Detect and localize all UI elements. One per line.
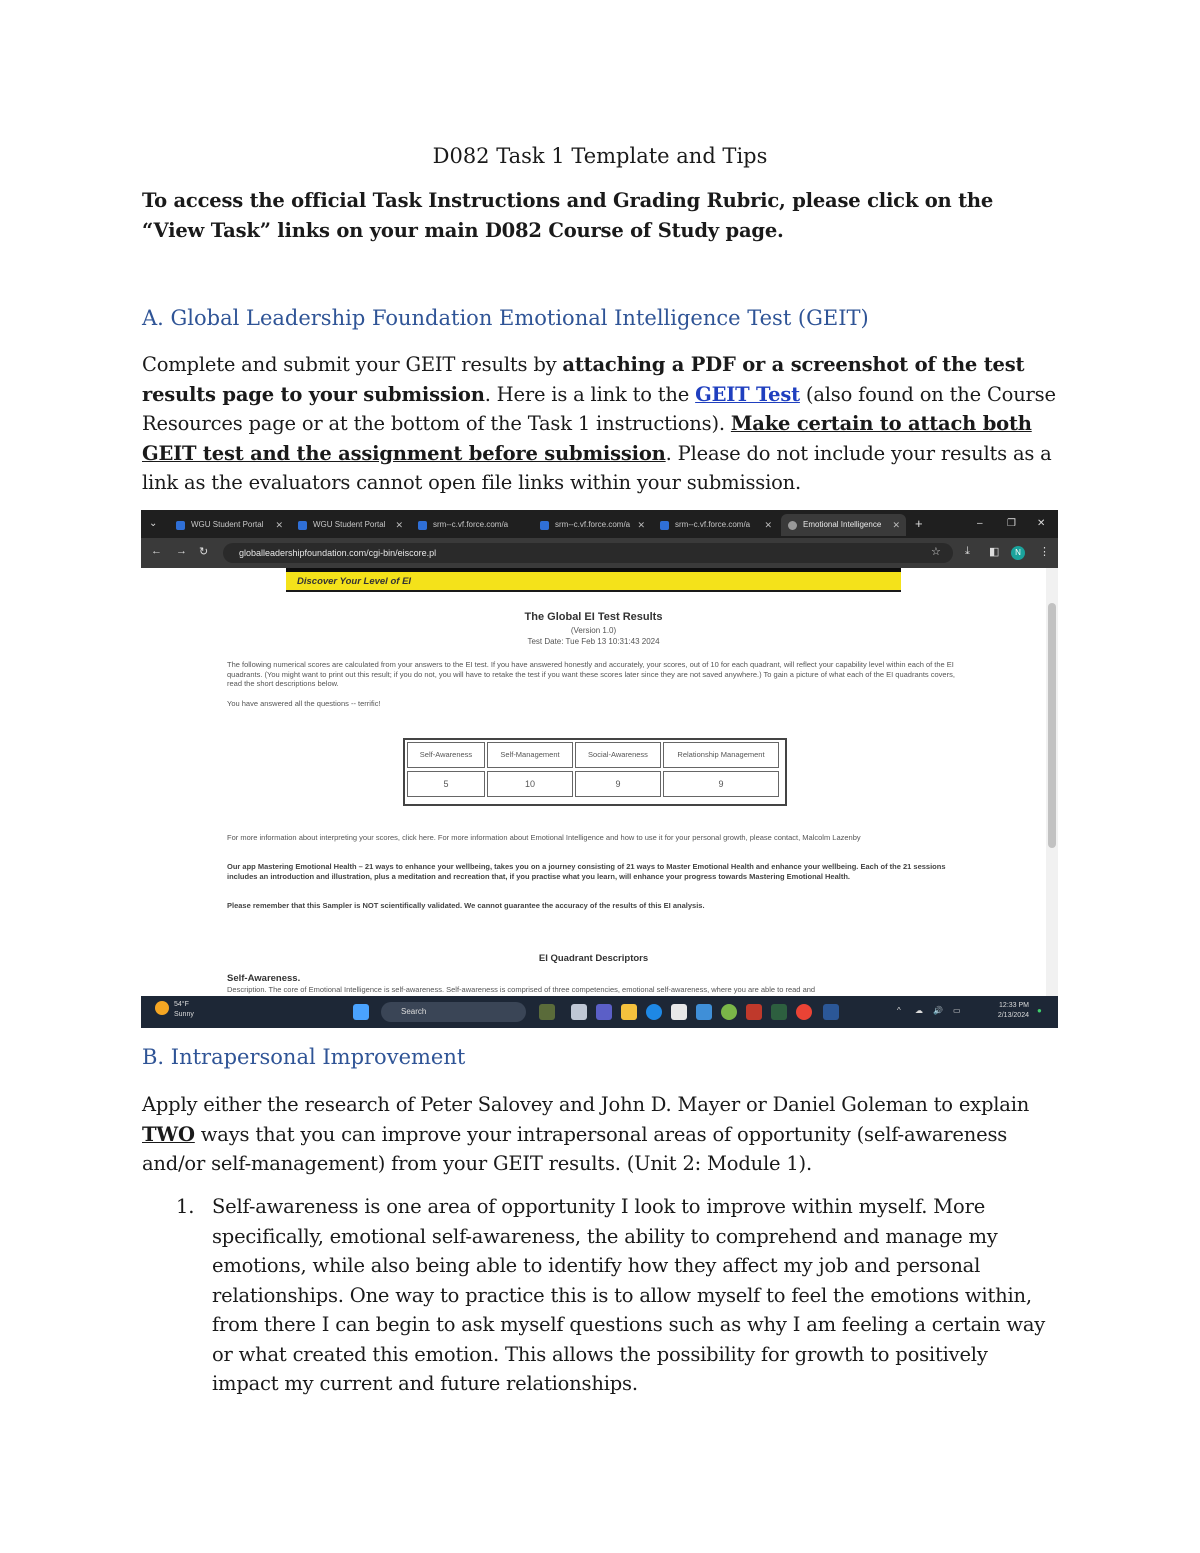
volume-icon[interactable]: 🔊	[933, 1006, 943, 1015]
reload-icon[interactable]: ↻	[199, 546, 209, 558]
results-title: The Global EI Test Results	[524, 611, 663, 623]
browser-tab[interactable]: srm--c.vf.force.com/a ✕	[653, 514, 778, 536]
new-tab-button[interactable]: +	[915, 516, 923, 531]
scrollbar-thumb[interactable]	[1048, 603, 1056, 848]
file-explorer-icon[interactable]	[621, 1004, 637, 1020]
disclaimer-text: Please remember that this Sampler is NOT scientifically validated. We cannot guarantee the accuracy of the results of this EI analysis.	[227, 901, 705, 910]
notification-icon[interactable]: ●	[1037, 1006, 1042, 1015]
close-tab-icon[interactable]: ✕	[395, 520, 403, 530]
app-promo-text: Our app Mastering Emotional Health – 21 ways to enhance your wellbeing, takes you on a journey consisting of 21 ways to Master Emotional Health and enhance your wellbeing. Each of the 21 sessions includes an introduction and illustration, plus a meditation and recreation that, if you practise what you learn, will enhance your progress towards Mastering Emotional Health.	[227, 862, 946, 881]
table-cell: 5	[407, 771, 485, 797]
favicon-icon	[788, 521, 797, 530]
close-window-icon[interactable]: ✕	[1037, 518, 1046, 529]
more-info-text: For more information about interpreting your scores, click here. For more information about Emotional Intelligence and how to use it for your personal growth, please contact, Malcolm Lazenby	[227, 833, 861, 842]
app-icon[interactable]	[746, 1004, 762, 1020]
close-tab-icon[interactable]: ✕	[637, 520, 645, 530]
app-icon[interactable]	[721, 1004, 737, 1020]
favicon-icon	[298, 521, 307, 530]
download-icon[interactable]: ⤓	[965, 545, 970, 557]
minimize-icon[interactable]: –	[977, 518, 983, 529]
self-awareness-description: Description. The core of Emotional Intelligence is self-awareness. Self-awareness is comprised of three competencies, emotional self-awareness, where you are able to read and	[227, 985, 816, 994]
favicon-icon	[660, 521, 669, 530]
cloud-icon[interactable]: ☁	[915, 1006, 923, 1015]
page-viewport	[141, 568, 1046, 996]
table-header: Relationship Management	[663, 742, 779, 768]
browser-tab[interactable]: srm--c.vf.force.com/a ✕	[533, 514, 651, 536]
geit-results-screenshot	[141, 510, 1058, 1028]
address-bar-row	[141, 538, 1058, 568]
table-cell: 9	[663, 771, 779, 797]
tray-chevron-icon[interactable]: ^	[897, 1006, 901, 1015]
edge-icon[interactable]	[646, 1004, 662, 1020]
table-header: Self-Management	[487, 742, 573, 768]
results-test-date: Test Date: Tue Feb 13 10:31:43 2024	[527, 637, 660, 646]
menu-dots-icon[interactable]: ⋮	[1039, 546, 1050, 558]
page-scrollbar[interactable]	[1046, 568, 1058, 996]
browser-tab-bar	[141, 510, 1058, 538]
taskbar-clock[interactable]: 12:33 PM 2/13/2024	[997, 1002, 1029, 1019]
weather-icon[interactable]	[155, 1001, 169, 1015]
battery-icon[interactable]: ▭	[953, 1006, 961, 1015]
table-cell: 9	[575, 771, 661, 797]
chrome-icon[interactable]	[796, 1004, 812, 1020]
favicon-icon	[418, 521, 427, 530]
answered-note: You have answered all the questions -- terrific!	[227, 699, 381, 708]
browser-tab[interactable]: srm--c.vf.force.com/a	[411, 514, 531, 536]
sidebar-icon[interactable]: ◧	[989, 546, 1000, 558]
browser-tab-active[interactable]: Emotional Intelligence ✕	[781, 514, 906, 536]
close-tab-icon[interactable]: ✕	[892, 520, 900, 530]
geit-test-link[interactable]: GEIT Test	[695, 382, 800, 406]
word-icon[interactable]	[823, 1004, 839, 1020]
mail-icon[interactable]	[696, 1004, 712, 1020]
close-tab-icon[interactable]: ✕	[275, 520, 283, 530]
table-header: Social-Awareness	[575, 742, 661, 768]
ei-scores-table	[403, 738, 787, 806]
bookmark-star-icon[interactable]: ☆	[931, 546, 941, 558]
list-text: Self-awareness is one area of opportunity I look to improve within myself. More specifically, emotional self-awareness, the ability to comprehend and manage my emotions, while also being able to identify how they affect my job and personal relationships. One way to practice this is to allow myself to feel the emotions within, from there I can begin to ask myself questions such as why I am feeling a certain way or what created this emotion. This allows the possibility for growth to positively impact my current and future relationships.	[212, 1195, 1046, 1395]
browser-tab[interactable]: WGU Student Portal ✕	[291, 514, 409, 536]
windows-taskbar	[141, 996, 1058, 1028]
start-icon[interactable]	[353, 1004, 369, 1020]
favicon-icon	[176, 521, 185, 530]
teams-icon[interactable]	[596, 1004, 612, 1020]
section-a-paragraph: Complete and submit your GEIT results by attaching a PDF or a screenshot of the test results page to your submission. Here is a link to the GEIT Test (also found on the Course Resources page or at the bottom of the Task 1 instructions). Make certain to attach both GEIT test and the assignment before submission. Please do not include your results as a link as the evaluators cannot open file links within your submission.	[142, 353, 1056, 494]
profile-avatar[interactable]: N	[1011, 546, 1025, 560]
banner: Discover Your Level of EI	[286, 572, 901, 592]
app-icon[interactable]	[771, 1004, 787, 1020]
section-b-paragraph: Apply either the research of Peter Salovey and John D. Mayer or Daniel Goleman to explain TWO ways that you can improve your intrapersonal areas of opportunity (self-awareness and/or self-management) from your GEIT results. (Unit 2: Module 1).	[142, 1093, 1030, 1175]
url-field[interactable]: globalleadershipfoundation.com/cgi-bin/eiscore.pl	[223, 543, 953, 563]
taskbar-search[interactable]: Search	[381, 1002, 526, 1022]
forward-icon[interactable]: →	[176, 545, 187, 557]
results-version: (Version 1.0)	[570, 626, 617, 635]
restore-icon[interactable]: ❐	[1007, 518, 1016, 529]
self-awareness-heading: Self-Awareness.	[227, 973, 301, 984]
browser-tab[interactable]: WGU Student Portal ✕	[169, 514, 289, 536]
store-icon[interactable]	[671, 1004, 687, 1020]
list-number: 1.	[176, 1195, 195, 1218]
weather-text: 54°F Sunny	[174, 1001, 194, 1018]
table-cell: 10	[487, 771, 573, 797]
quadrant-heading: EI Quadrant Descriptors	[538, 953, 649, 964]
favicon-icon	[540, 521, 549, 530]
results-explanation: The following numerical scores are calculated from your answers to the EI test. If you have answered honestly and accurately, your scores, out of 10 for each quadrant, will reflect your capability level within each of the EI quadrants. (You might want to print out this result; if you do not, you will have to retake the test if you want these scores later since they are not saved anywhere.) To gain a picture of what each of the EI quadrants covers, read the short descriptions below.	[227, 660, 955, 688]
table-header: Self-Awareness	[407, 742, 485, 768]
app-icon[interactable]	[539, 1004, 555, 1020]
task-view-icon[interactable]	[571, 1004, 587, 1020]
document-title: D082 Task 1 Template and Tips	[432, 144, 768, 168]
close-tab-icon[interactable]: ✕	[764, 520, 772, 530]
section-b-heading: B. Intrapersonal Improvement	[142, 1045, 466, 1069]
back-icon[interactable]: ←	[151, 545, 162, 557]
tab-search-icon[interactable]: ⌄	[149, 518, 158, 529]
section-a-heading: A. Global Leadership Foundation Emotional Intelligence Test (GEIT)	[142, 306, 869, 330]
intro-paragraph: To access the official Task Instructions and Grading Rubric, please click on the “View Task” links on your main D082 Course of Study page.	[142, 189, 994, 242]
